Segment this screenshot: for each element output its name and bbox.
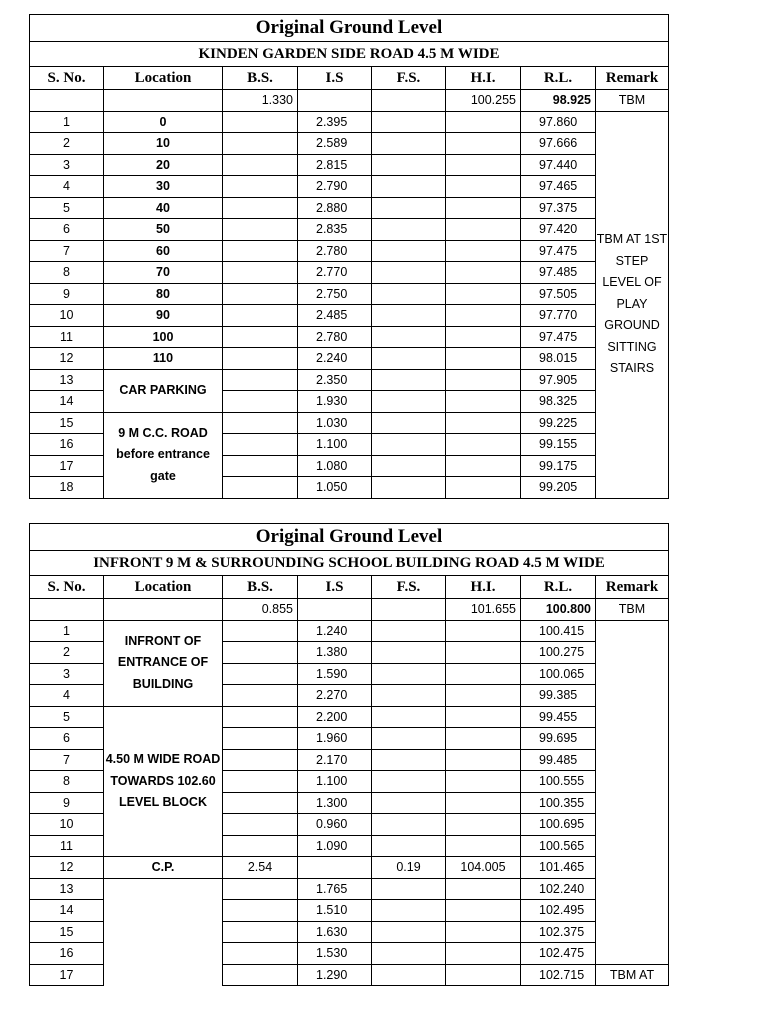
- cell-hi: [446, 943, 521, 965]
- cell-is: 0.960: [298, 814, 372, 836]
- cell-fs: [372, 620, 446, 642]
- cell-fs: [372, 240, 446, 262]
- cell-is: 1.100: [298, 771, 372, 793]
- cell-hi: [446, 964, 521, 986]
- cell-hi: [446, 900, 521, 922]
- cell-bs: [223, 176, 298, 198]
- table-row: [30, 240, 669, 262]
- cell-rl: 102.475: [521, 943, 596, 965]
- cell-is: 2.780: [298, 240, 372, 262]
- table-row: [30, 857, 669, 879]
- cell-bs: [223, 814, 298, 836]
- cell-bs: [223, 240, 298, 262]
- level-table-kinden-garden: [29, 14, 669, 499]
- table-row: [30, 219, 669, 241]
- cell-is: 2.770: [298, 262, 372, 284]
- cell-fs: [372, 663, 446, 685]
- cell-location: 10: [104, 133, 223, 155]
- cell-is: 2.780: [298, 326, 372, 348]
- cell-rl: 97.666: [521, 133, 596, 155]
- cell-fs: [372, 900, 446, 922]
- cell-fs: [372, 348, 446, 370]
- cell-hi: 104.005: [446, 857, 521, 879]
- cell-sno: 5: [30, 197, 104, 219]
- cell-sno: 12: [30, 857, 104, 879]
- cell-fs: [372, 176, 446, 198]
- cell-fs: [372, 434, 446, 456]
- cell-is: 2.240: [298, 348, 372, 370]
- cell-rl: 100.355: [521, 792, 596, 814]
- cell-hi: [446, 369, 521, 391]
- table-subtitle: INFRONT 9 M & SURROUNDING SCHOOL BUILDING ROAD 4.5 M WIDE: [30, 551, 669, 576]
- table-row: [30, 412, 669, 434]
- cell-fs: [372, 326, 446, 348]
- cell-hi: [446, 348, 521, 370]
- table-row: [30, 154, 669, 176]
- cell-fs: [372, 111, 446, 133]
- cell-is: 2.880: [298, 197, 372, 219]
- table-title: Original Ground Level: [30, 524, 669, 551]
- cell-location: 0: [104, 111, 223, 133]
- cell-rl: 99.695: [521, 728, 596, 750]
- cell-sno: 7: [30, 749, 104, 771]
- cell-sno: 16: [30, 943, 104, 965]
- cell-rl: 97.375: [521, 197, 596, 219]
- cell-fs: [372, 878, 446, 900]
- header-hi: H.I.: [446, 67, 521, 90]
- tbm-rl: 100.800: [521, 599, 596, 621]
- cell-hi: [446, 111, 521, 133]
- cell-hi: [446, 878, 521, 900]
- cell-hi: [446, 728, 521, 750]
- cell-hi: [446, 620, 521, 642]
- cell-bs: [223, 326, 298, 348]
- cell-rl: 97.465: [521, 176, 596, 198]
- cell-bs: [223, 434, 298, 456]
- cell-sno: 6: [30, 728, 104, 750]
- cell-rl: 100.695: [521, 814, 596, 836]
- cell-bs: [223, 771, 298, 793]
- table-row: [30, 305, 669, 327]
- cell-fs: [372, 835, 446, 857]
- cell-location-entrance: INFRONT OF ENTRANCE OF BUILDING: [104, 620, 223, 706]
- cell-sno: 6: [30, 219, 104, 241]
- cell-bs: [223, 835, 298, 857]
- tbm-remark: TBM: [596, 90, 669, 112]
- cell-rl: 102.715: [521, 964, 596, 986]
- cell-is: 1.530: [298, 943, 372, 965]
- tbm-remark: TBM: [596, 599, 669, 621]
- cell-bs: [223, 943, 298, 965]
- cell-is: 1.590: [298, 663, 372, 685]
- cell-sno: 8: [30, 262, 104, 284]
- cell-rl: 99.225: [521, 412, 596, 434]
- cell-sno: 8: [30, 771, 104, 793]
- cell-remark-note: TBM AT 1ST STEP LEVEL OF PLAY GROUND SITTING STAIRS: [596, 111, 669, 498]
- cell-fs: [372, 197, 446, 219]
- cell-fs: [372, 369, 446, 391]
- cell-rl: 100.555: [521, 771, 596, 793]
- cell-bs: [223, 133, 298, 155]
- cell-rl: 101.465: [521, 857, 596, 879]
- table-row: [30, 878, 669, 900]
- cell-rl: 100.065: [521, 663, 596, 685]
- cell-hi: [446, 434, 521, 456]
- cell-sno: 11: [30, 326, 104, 348]
- cell-fs: [372, 921, 446, 943]
- cell-sno: 14: [30, 391, 104, 413]
- cell-bs: [223, 685, 298, 707]
- cell-sno: 4: [30, 176, 104, 198]
- cell-rl: 97.505: [521, 283, 596, 305]
- cell-location: 80: [104, 283, 223, 305]
- header-is: I.S: [298, 576, 372, 599]
- cell-location-road: 4.50 M WIDE ROAD TOWARDS 102.60 LEVEL BLOCK: [104, 706, 223, 857]
- cell-location: 20: [104, 154, 223, 176]
- header-location: Location: [104, 576, 223, 599]
- cell-location-car-parking: CAR PARKING: [104, 369, 223, 412]
- cell-is: 1.380: [298, 642, 372, 664]
- table-row: [30, 283, 669, 305]
- cell-is: 2.270: [298, 685, 372, 707]
- cell-sno: 11: [30, 835, 104, 857]
- cell-hi: [446, 455, 521, 477]
- cell-sno: 15: [30, 921, 104, 943]
- header-sno: S. No.: [30, 67, 104, 90]
- cell-rl: 97.485: [521, 262, 596, 284]
- cell-hi: [446, 685, 521, 707]
- cell-sno: 3: [30, 154, 104, 176]
- cell-sno: 10: [30, 814, 104, 836]
- cell-bs: [223, 728, 298, 750]
- header-rl: R.L.: [521, 67, 596, 90]
- cell-location-cc-road: 9 M C.C. ROAD before entrance gate: [104, 412, 223, 498]
- header-sno: S. No.: [30, 576, 104, 599]
- cell-bs: [223, 921, 298, 943]
- cell-fs: [372, 133, 446, 155]
- cell-fs: [372, 814, 446, 836]
- cell-rl: 102.495: [521, 900, 596, 922]
- table-row: [30, 176, 669, 198]
- cell-sno: 2: [30, 642, 104, 664]
- table-row: [30, 706, 669, 728]
- cell-sno: 1: [30, 111, 104, 133]
- cell-fs: [372, 792, 446, 814]
- cell-bs: [223, 792, 298, 814]
- table-row: [30, 326, 669, 348]
- cell-is: 1.080: [298, 455, 372, 477]
- cell-hi: [446, 814, 521, 836]
- table-row: [30, 369, 669, 391]
- cell-bs: [223, 878, 298, 900]
- cell-sno: 5: [30, 706, 104, 728]
- cell-hi: [446, 240, 521, 262]
- cell-bs: [223, 455, 298, 477]
- cell-is: 1.960: [298, 728, 372, 750]
- cell-sno: 15: [30, 412, 104, 434]
- tbm-rl: 98.925: [521, 90, 596, 112]
- cell-is: 1.510: [298, 900, 372, 922]
- cell-bs: [223, 749, 298, 771]
- cell-rl: 97.905: [521, 369, 596, 391]
- cell-fs: [372, 219, 446, 241]
- cell-is: 2.589: [298, 133, 372, 155]
- cell-rl: 99.175: [521, 455, 596, 477]
- cell-is: 1.290: [298, 964, 372, 986]
- cell-sno: 16: [30, 434, 104, 456]
- header-fs: F.S.: [372, 67, 446, 90]
- cell-fs: [372, 685, 446, 707]
- header-rl: R.L.: [521, 576, 596, 599]
- cell-is: 1.240: [298, 620, 372, 642]
- cell-sno: 12: [30, 348, 104, 370]
- cell-hi: [446, 921, 521, 943]
- cell-rl: 102.240: [521, 878, 596, 900]
- cell-location: 60: [104, 240, 223, 262]
- cell-rl: 102.375: [521, 921, 596, 943]
- cell-is: 1.050: [298, 477, 372, 499]
- cell-is: 2.200: [298, 706, 372, 728]
- cell-is: 1.100: [298, 434, 372, 456]
- table-row: [30, 262, 669, 284]
- cell-hi: [446, 176, 521, 198]
- cell-bs: [223, 663, 298, 685]
- cell-hi: [446, 133, 521, 155]
- cell-sno: 9: [30, 283, 104, 305]
- cell-fs: [372, 943, 446, 965]
- cell-rl: 99.155: [521, 434, 596, 456]
- tbm-hi: 100.255: [446, 90, 521, 112]
- cell-bs: [223, 964, 298, 986]
- cell-bs: [223, 154, 298, 176]
- cell-remark-tail: TBM AT: [596, 964, 669, 986]
- cell-bs: [223, 219, 298, 241]
- cell-hi: [446, 771, 521, 793]
- cell-hi: [446, 706, 521, 728]
- cell-hi: [446, 197, 521, 219]
- cell-hi: [446, 477, 521, 499]
- cell-location: 110: [104, 348, 223, 370]
- cell-bs: [223, 283, 298, 305]
- cell-sno: 7: [30, 240, 104, 262]
- cell-location: 50: [104, 219, 223, 241]
- cell-bs: [223, 348, 298, 370]
- cell-hi: [446, 154, 521, 176]
- cell-is: [298, 857, 372, 879]
- cell-rl: 99.485: [521, 749, 596, 771]
- cell-is: 2.395: [298, 111, 372, 133]
- cell-fs: [372, 642, 446, 664]
- cell-fs: [372, 706, 446, 728]
- cell-is: 1.630: [298, 921, 372, 943]
- cell-fs: 0.19: [372, 857, 446, 879]
- cell-hi: [446, 749, 521, 771]
- cell-fs: [372, 154, 446, 176]
- cell-bs: [223, 369, 298, 391]
- header-bs: B.S.: [223, 67, 298, 90]
- cell-location: 100: [104, 326, 223, 348]
- cell-fs: [372, 477, 446, 499]
- table-row: [30, 133, 669, 155]
- cell-fs: [372, 749, 446, 771]
- tbm-row: [30, 90, 669, 112]
- cell-rl: 100.565: [521, 835, 596, 857]
- cell-rl: 97.475: [521, 326, 596, 348]
- cell-rl: 97.420: [521, 219, 596, 241]
- cell-is: 2.750: [298, 283, 372, 305]
- cell-rl: 97.440: [521, 154, 596, 176]
- cell-hi: [446, 305, 521, 327]
- cell-hi: [446, 835, 521, 857]
- cell-hi: [446, 262, 521, 284]
- cell-bs: [223, 391, 298, 413]
- cell-sno: 2: [30, 133, 104, 155]
- cell-bs: [223, 305, 298, 327]
- cell-fs: [372, 412, 446, 434]
- table-row: [30, 620, 669, 642]
- cell-bs: [223, 111, 298, 133]
- cell-bs: [223, 706, 298, 728]
- cell-sno: 14: [30, 900, 104, 922]
- cell-rl: 99.455: [521, 706, 596, 728]
- cell-location-empty: [104, 878, 223, 986]
- cell-bs: [223, 197, 298, 219]
- cell-hi: [446, 792, 521, 814]
- cell-sno: 13: [30, 369, 104, 391]
- header-remark: Remark: [596, 67, 669, 90]
- cell-rl: 100.415: [521, 620, 596, 642]
- header-fs: F.S.: [372, 576, 446, 599]
- cell-bs: [223, 477, 298, 499]
- cell-sno: 10: [30, 305, 104, 327]
- level-table-school-building: [29, 523, 669, 986]
- cell-is: 2.350: [298, 369, 372, 391]
- cell-sno: 1: [30, 620, 104, 642]
- cell-rl: 97.770: [521, 305, 596, 327]
- cell-rl: 98.325: [521, 391, 596, 413]
- tbm-hi: 101.655: [446, 599, 521, 621]
- cell-sno: 13: [30, 878, 104, 900]
- cell-rl: 97.860: [521, 111, 596, 133]
- cell-location: 40: [104, 197, 223, 219]
- tbm-bs: 1.330: [223, 90, 298, 112]
- cell-sno: 17: [30, 455, 104, 477]
- cell-fs: [372, 964, 446, 986]
- cell-remark-empty: [596, 620, 669, 964]
- cell-hi: [446, 391, 521, 413]
- tbm-row: [30, 599, 669, 621]
- cell-is: 1.765: [298, 878, 372, 900]
- cell-fs: [372, 283, 446, 305]
- header-hi: H.I.: [446, 576, 521, 599]
- cell-rl: 97.475: [521, 240, 596, 262]
- cell-bs: [223, 620, 298, 642]
- cell-bs: [223, 262, 298, 284]
- cell-location: 30: [104, 176, 223, 198]
- cell-is: 2.170: [298, 749, 372, 771]
- cell-is: 2.790: [298, 176, 372, 198]
- cell-is: 2.485: [298, 305, 372, 327]
- table-subtitle: KINDEN GARDEN SIDE ROAD 4.5 M WIDE: [30, 42, 669, 67]
- header-location: Location: [104, 67, 223, 90]
- cell-location: 90: [104, 305, 223, 327]
- cell-hi: [446, 283, 521, 305]
- cell-bs: [223, 900, 298, 922]
- cell-rl: 99.385: [521, 685, 596, 707]
- cell-is: 2.835: [298, 219, 372, 241]
- cell-is: 1.090: [298, 835, 372, 857]
- cell-bs: [223, 642, 298, 664]
- cell-is: 1.930: [298, 391, 372, 413]
- table-row: [30, 197, 669, 219]
- cell-hi: [446, 642, 521, 664]
- cell-bs: [223, 412, 298, 434]
- header-bs: B.S.: [223, 576, 298, 599]
- cell-sno: 4: [30, 685, 104, 707]
- cell-sno: 17: [30, 964, 104, 986]
- cell-bs: 2.54: [223, 857, 298, 879]
- cell-fs: [372, 728, 446, 750]
- cell-hi: [446, 219, 521, 241]
- cell-fs: [372, 771, 446, 793]
- cell-is: 1.300: [298, 792, 372, 814]
- header-remark: Remark: [596, 576, 669, 599]
- cell-is: 1.030: [298, 412, 372, 434]
- cell-hi: [446, 663, 521, 685]
- cell-rl: 99.205: [521, 477, 596, 499]
- cell-is: 2.815: [298, 154, 372, 176]
- header-is: I.S: [298, 67, 372, 90]
- cell-sno: 9: [30, 792, 104, 814]
- cell-rl: 98.015: [521, 348, 596, 370]
- cell-location: 70: [104, 262, 223, 284]
- cell-location-cp: C.P.: [104, 857, 223, 879]
- cell-fs: [372, 262, 446, 284]
- cell-sno: 3: [30, 663, 104, 685]
- table-row: [30, 111, 669, 133]
- table-title: Original Ground Level: [30, 15, 669, 42]
- cell-sno: 18: [30, 477, 104, 499]
- cell-hi: [446, 412, 521, 434]
- tbm-bs: 0.855: [223, 599, 298, 621]
- cell-rl: 100.275: [521, 642, 596, 664]
- cell-hi: [446, 326, 521, 348]
- cell-fs: [372, 391, 446, 413]
- cell-fs: [372, 455, 446, 477]
- cell-fs: [372, 305, 446, 327]
- table-row: [30, 348, 669, 370]
